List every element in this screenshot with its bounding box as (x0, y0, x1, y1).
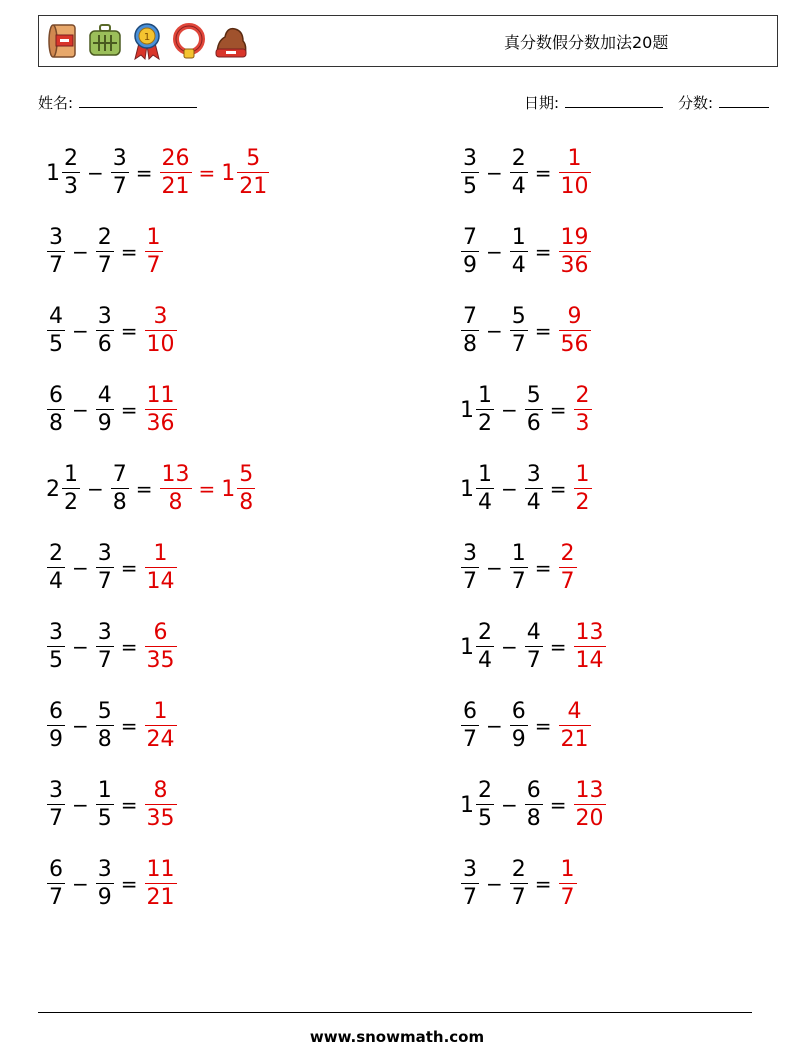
problem-right-6 (460, 538, 578, 598)
denominator: 4 (511, 253, 526, 278)
minus-sign: − (486, 319, 503, 343)
numerator: 7 (463, 225, 477, 250)
denominator: 7 (526, 648, 541, 673)
fraction (525, 622, 543, 672)
denominator: 21 (146, 885, 175, 910)
equals-sign: = (534, 872, 552, 896)
denominator: 4 (526, 490, 541, 515)
denominator: 8 (526, 806, 541, 831)
numerator: 1 (567, 146, 582, 171)
denominator: 8 (49, 411, 63, 436)
denominator: 9 (463, 253, 477, 278)
fraction (461, 859, 479, 909)
numerator: 2 (575, 383, 590, 408)
numerator: 2 (511, 857, 526, 882)
numerator: 5 (526, 383, 541, 408)
whole-number: 1 (460, 792, 474, 818)
numerator: 1 (153, 541, 168, 566)
numerator: 3 (463, 541, 477, 566)
numerator: 3 (463, 146, 477, 171)
numerator: 5 (511, 304, 526, 329)
fraction (111, 148, 129, 198)
numerator: 6 (153, 620, 168, 645)
numerator: 8 (153, 778, 168, 803)
equals-sign: = (120, 240, 138, 264)
minus-sign: − (501, 398, 518, 422)
denominator: 4 (49, 569, 63, 594)
problem-right-9 (460, 775, 607, 835)
numerator: 6 (49, 383, 63, 408)
numerator: 1 (575, 462, 590, 487)
denominator: 7 (97, 648, 112, 673)
fraction (510, 227, 528, 277)
numerator: 1 (64, 462, 78, 487)
numerator: 3 (49, 225, 63, 250)
fraction (510, 701, 528, 751)
numerator: 1 (478, 462, 492, 487)
problem-left-4 (46, 380, 178, 440)
numerator: 2 (560, 541, 575, 566)
minus-sign: − (486, 556, 503, 580)
denominator: 36 (560, 253, 589, 278)
denominator: 2 (575, 490, 590, 515)
equals-sign: = (549, 635, 567, 659)
denominator: 2 (64, 490, 78, 515)
problem-right-8 (460, 696, 592, 756)
denominator: 21 (239, 174, 268, 199)
denominator: 8 (97, 727, 112, 752)
problem-left-6 (46, 538, 178, 598)
numerator: 2 (478, 620, 492, 645)
denominator: 5 (463, 174, 477, 199)
numerator: 3 (49, 778, 63, 803)
denominator: 5 (49, 332, 63, 357)
numerator: 11 (146, 857, 175, 882)
pet-carrier-icon (87, 21, 123, 61)
minus-sign: − (501, 477, 518, 501)
equals-sign: = (120, 793, 138, 817)
equals-sign: = (135, 477, 153, 501)
equals-sign: = (549, 477, 567, 501)
numerator: 13 (575, 778, 604, 803)
numerator: 1 (97, 778, 112, 803)
denominator: 7 (146, 253, 161, 278)
fraction (559, 148, 591, 198)
numerator: 6 (511, 699, 526, 724)
fraction (559, 701, 591, 751)
problem-right-3 (460, 301, 592, 361)
equals-sign: = (534, 556, 552, 580)
numerator: 6 (526, 778, 541, 803)
denominator: 14 (146, 569, 175, 594)
numerator: 3 (463, 857, 477, 882)
equals-sign: = (120, 714, 138, 738)
minus-sign: − (486, 161, 503, 185)
minus-sign: − (72, 240, 89, 264)
fraction (96, 543, 114, 593)
problem-left-5 (46, 459, 256, 519)
fraction (574, 464, 592, 514)
numerator: 1 (511, 541, 526, 566)
fraction (461, 148, 479, 198)
numerator: 13 (161, 462, 190, 487)
equals-sign: = (120, 319, 138, 343)
numerator: 26 (161, 146, 190, 171)
fraction (47, 227, 65, 277)
fraction (145, 306, 177, 356)
header-box (38, 15, 778, 67)
denominator: 7 (112, 174, 127, 199)
fraction (145, 859, 177, 909)
score-blank[interactable] (719, 106, 769, 108)
denominator: 8 (112, 490, 127, 515)
denominator: 7 (97, 253, 112, 278)
problem-right-5 (460, 459, 593, 519)
name-label: 姓名: (38, 94, 74, 112)
fraction (510, 148, 528, 198)
fraction (559, 227, 591, 277)
problem-right-2 (460, 222, 592, 282)
fraction (237, 148, 269, 198)
numerator: 11 (146, 383, 175, 408)
denominator: 10 (146, 332, 175, 357)
whole-number: 1 (460, 397, 474, 423)
numerator: 7 (112, 462, 127, 487)
footer-divider (38, 1012, 752, 1013)
denominator: 7 (463, 727, 477, 752)
fraction (476, 780, 494, 830)
problem-right-1 (460, 143, 592, 203)
fraction (237, 464, 255, 514)
denominator: 8 (463, 332, 477, 357)
fraction (145, 780, 177, 830)
denominator: 6 (97, 332, 112, 357)
denominator: 5 (49, 648, 63, 673)
date-label: 日期: (524, 94, 560, 112)
minus-sign: − (486, 240, 503, 264)
numerator: 13 (575, 620, 604, 645)
numerator: 3 (112, 146, 127, 171)
numerator: 1 (511, 225, 526, 250)
denominator: 7 (463, 569, 477, 594)
numerator: 2 (511, 146, 526, 171)
denominator: 2 (478, 411, 492, 436)
equals-sign: = (534, 714, 552, 738)
fraction (461, 543, 479, 593)
whole-number: 1 (221, 476, 236, 502)
fraction (145, 701, 177, 751)
fraction (574, 622, 606, 672)
fraction (476, 385, 494, 435)
minus-sign: − (72, 556, 89, 580)
denominator: 7 (511, 569, 526, 594)
score-label: 分数: (678, 94, 714, 112)
denominator: 21 (560, 727, 589, 752)
fraction (574, 780, 606, 830)
fraction (145, 227, 163, 277)
fraction (160, 464, 192, 514)
medal-first-place-icon (129, 21, 165, 61)
numerator: 6 (49, 699, 63, 724)
equals-sign: = (549, 398, 567, 422)
denominator: 9 (97, 885, 112, 910)
fraction (461, 306, 479, 356)
minus-sign: − (87, 161, 104, 185)
minus-sign: − (72, 714, 89, 738)
fraction (47, 543, 65, 593)
numerator: 1 (560, 857, 575, 882)
equals-sign: = (120, 556, 138, 580)
worksheet-title: 真分数假分数加法20题 (504, 33, 669, 52)
fraction (525, 385, 543, 435)
denominator: 36 (146, 411, 175, 436)
numerator: 3 (97, 541, 112, 566)
denominator: 3 (575, 411, 590, 436)
fraction (461, 227, 479, 277)
problem-left-8 (46, 696, 178, 756)
numerator: 6 (49, 857, 63, 882)
numerator: 3 (97, 304, 112, 329)
dog-bed-icon (213, 21, 249, 61)
fraction (476, 622, 494, 672)
denominator: 9 (49, 727, 63, 752)
problem-left-10 (46, 854, 178, 914)
problem-left-3 (46, 301, 178, 361)
minus-sign: − (72, 872, 89, 896)
denominator: 3 (64, 174, 78, 199)
numerator: 4 (49, 304, 63, 329)
equals-sign: = (135, 161, 153, 185)
scroll-dog-bone-icon (45, 21, 81, 61)
denominator: 7 (560, 569, 575, 594)
fraction (96, 780, 114, 830)
denominator: 7 (49, 806, 63, 831)
denominator: 5 (478, 806, 492, 831)
date-blank[interactable] (565, 106, 663, 108)
denominator: 9 (511, 727, 526, 752)
problem-left-9 (46, 775, 178, 835)
fraction (461, 701, 479, 751)
minus-sign: − (72, 635, 89, 659)
fraction (160, 148, 192, 198)
equals-sign: = (198, 161, 216, 185)
denominator: 7 (560, 885, 575, 910)
fraction (96, 622, 114, 672)
equals-sign: = (198, 477, 216, 501)
minus-sign: − (486, 872, 503, 896)
fraction (559, 306, 591, 356)
numerator: 3 (153, 304, 168, 329)
fraction (111, 464, 129, 514)
denominator: 7 (463, 885, 477, 910)
footer-url: www.snowmath.com (309, 1028, 485, 1046)
numerator: 4 (567, 699, 582, 724)
fraction (96, 701, 114, 751)
denominator: 8 (168, 490, 183, 515)
fraction (476, 464, 494, 514)
denominator: 35 (146, 648, 175, 673)
numerator: 4 (526, 620, 541, 645)
fraction (525, 780, 543, 830)
denominator: 7 (97, 569, 112, 594)
numerator: 3 (97, 620, 112, 645)
denominator: 20 (575, 806, 604, 831)
minus-sign: − (87, 477, 104, 501)
fraction (145, 385, 177, 435)
minus-sign: − (72, 793, 89, 817)
problem-left-2 (46, 222, 164, 282)
fraction (47, 622, 65, 672)
problem-right-10 (460, 854, 578, 914)
whole-number: 1 (46, 160, 60, 186)
fraction (62, 148, 80, 198)
denominator: 4 (478, 490, 492, 515)
numerator: 2 (97, 225, 112, 250)
score-field (678, 92, 769, 113)
fraction (559, 543, 577, 593)
numerator: 9 (567, 304, 582, 329)
denominator: 5 (97, 806, 112, 831)
minus-sign: − (501, 635, 518, 659)
whole-number: 1 (460, 634, 474, 660)
numerator: 2 (49, 541, 63, 566)
equals-sign: = (120, 635, 138, 659)
equals-sign: = (120, 398, 138, 422)
numerator: 1 (153, 699, 168, 724)
numerator: 2 (478, 778, 492, 803)
denominator: 24 (146, 727, 175, 752)
fraction (510, 859, 528, 909)
fraction (559, 859, 577, 909)
numerator: 3 (526, 462, 541, 487)
numerator: 7 (463, 304, 477, 329)
denominator: 7 (49, 885, 63, 910)
fraction (145, 622, 177, 672)
numerator: 5 (246, 146, 261, 171)
denominator: 8 (239, 490, 254, 515)
equals-sign: = (534, 161, 552, 185)
fraction (47, 780, 65, 830)
problem-right-7 (460, 617, 607, 677)
denominator: 6 (526, 411, 541, 436)
denominator: 21 (161, 174, 190, 199)
denominator: 4 (478, 648, 492, 673)
problem-left-7 (46, 617, 178, 677)
svg-text:1: 1 (143, 32, 151, 43)
name-field (38, 92, 197, 113)
numerator: 3 (49, 620, 63, 645)
numerator: 5 (97, 699, 112, 724)
fraction (47, 385, 65, 435)
denominator: 14 (575, 648, 604, 673)
minus-sign: − (501, 793, 518, 817)
denominator: 35 (146, 806, 175, 831)
equals-sign: = (549, 793, 567, 817)
fraction (96, 227, 114, 277)
problem-left-1 (46, 143, 270, 203)
fraction (525, 464, 543, 514)
denominator: 9 (97, 411, 112, 436)
fraction (47, 701, 65, 751)
fraction (47, 859, 65, 909)
denominator: 7 (511, 332, 526, 357)
numerator: 3 (97, 857, 112, 882)
denominator: 7 (511, 885, 526, 910)
date-field (524, 92, 663, 113)
equals-sign: = (120, 872, 138, 896)
denominator: 56 (560, 332, 589, 357)
fraction (510, 543, 528, 593)
denominator: 10 (560, 174, 589, 199)
numerator: 2 (64, 146, 78, 171)
whole-number: 1 (460, 476, 474, 502)
header-icons (45, 21, 249, 61)
pet-collar-icon (171, 21, 207, 61)
numerator: 19 (560, 225, 589, 250)
minus-sign: − (72, 319, 89, 343)
fraction (96, 859, 114, 909)
equals-sign: = (534, 319, 552, 343)
minus-sign: − (486, 714, 503, 738)
numerator: 4 (97, 383, 112, 408)
whole-number: 1 (221, 160, 236, 186)
equals-sign: = (534, 240, 552, 264)
fraction (96, 306, 114, 356)
fraction (62, 464, 80, 514)
numerator: 1 (478, 383, 492, 408)
fraction (510, 306, 528, 356)
numerator: 1 (146, 225, 161, 250)
numerator: 5 (239, 462, 254, 487)
name-blank[interactable] (79, 106, 197, 108)
fraction (47, 306, 65, 356)
denominator: 7 (49, 253, 63, 278)
problem-right-4 (460, 380, 593, 440)
fraction (145, 543, 177, 593)
whole-number: 2 (46, 476, 60, 502)
fraction (96, 385, 114, 435)
numerator: 6 (463, 699, 477, 724)
minus-sign: − (72, 398, 89, 422)
denominator: 4 (511, 174, 526, 199)
fraction (574, 385, 592, 435)
